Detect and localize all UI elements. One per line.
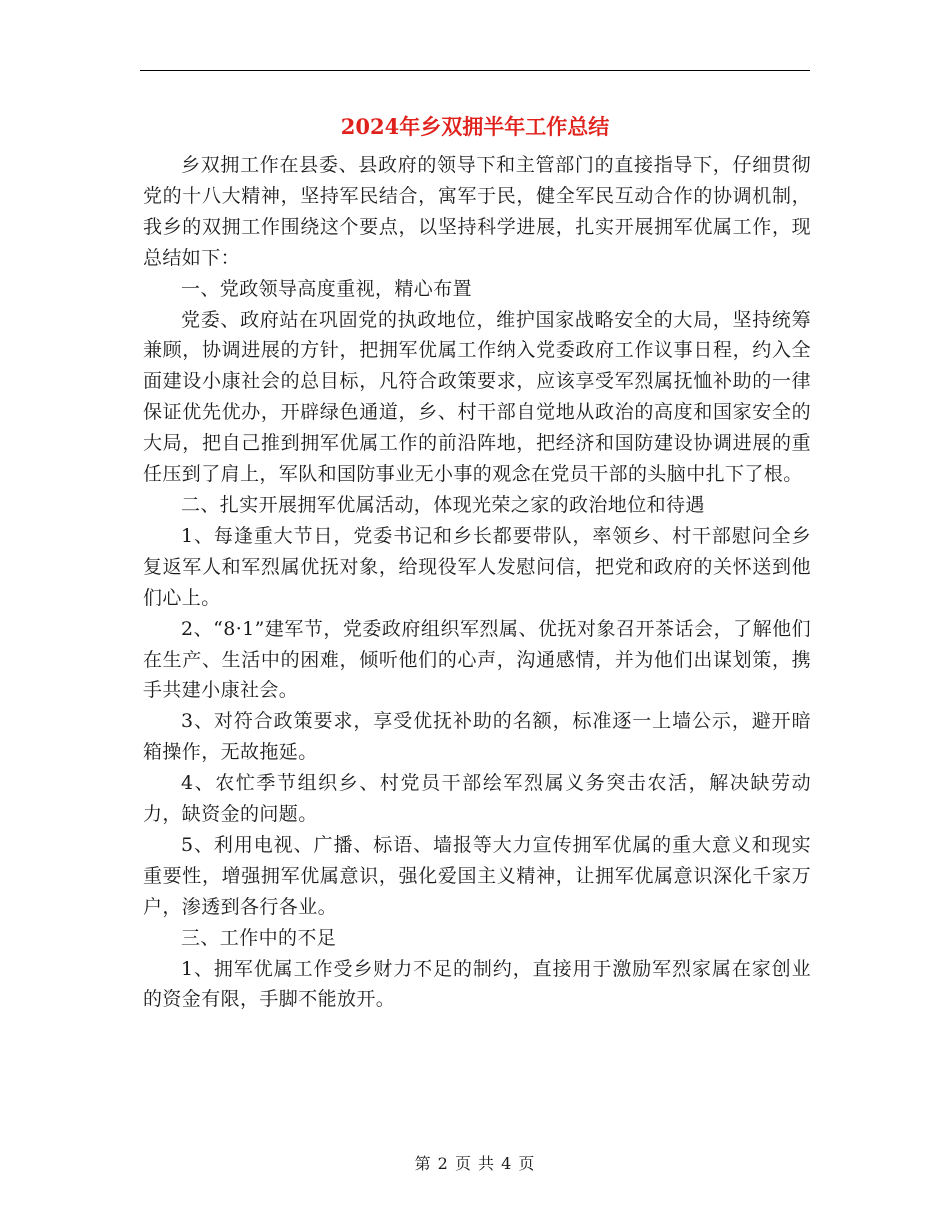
section-heading-2: 二、扎实开展拥军优属活动，体现光荣之家的政治地位和待遇 (181, 493, 705, 516)
document-title: 2024年乡双拥半年工作总结 (340, 114, 610, 139)
intro-paragraph: 乡双拥工作在县委、县政府的领导下和主管部门的直接指导下，仔细贯彻党的十八大精神，坚持军民结合，寓军于民，健全军民互动合作的协调机制，我乡的双拥工作围绕这个要点，以坚持科学进展，扎实开展拥军优属工作，现总结如下： (143, 154, 811, 269)
section-2-item-4: 4、农忙季节组织乡、村党员干部绘军烈属义务突击农活，解决缺劳动力，缺资金的问题。 (143, 772, 811, 826)
section-2-item-5: 5、利用电视、广播、标语、墙报等大力宣传拥军优属的重大意义和现实重要性，增强拥军优属意识，强化爱国主义精神，让拥军优属意识深化千家万户，渗透到各行各业。 (143, 833, 811, 918)
section-1-paragraph: 党委、政府站在巩固党的执政地位，维护国家战略安全的大局，坚持统筹兼顾，协调进展的方针，把拥军优属工作纳入党委政府工作议事日程，约入全面建设小康社会的总目标，凡符合政策要求，应该享受军烈属抚恤补助的一律保证优先优办，开辟绿色通道，乡、村干部自觉地从政治的高度和国家安全的大局，把自己推到拥军优属工作的前沿阵地，把经济和国防建设协调进展的重任压到了肩上，军队和国防事业无小事的观念在党员干部的头脑中扎下了根。 (143, 308, 811, 486)
page-number: 第 2 页 共 4 页 (414, 1154, 536, 1173)
section-3-item-1: 1、拥军优属工作受乡财力不足的制约，直接用于激励军烈家属在家创业的资金有限，手脚不能放开。 (143, 957, 811, 1011)
section-2-item-3: 3、对符合政策要求，享受优抚补助的名额，标准逐一上墙公示，避开暗箱操作，无故拖延。 (143, 710, 811, 764)
header-rule (140, 70, 810, 71)
section-heading-3: 三、工作中的不足 (181, 926, 337, 949)
section-heading-1: 一、党政领导高度重视，精心布置 (181, 277, 473, 300)
document-body (143, 150, 811, 1015)
section-2-item-1: 1、每逢重大节日，党委书记和乡长都要带队，率领乡、村干部慰问全乡复返军人和军烈属优抚对象，给现役军人发慰问信，把党和政府的关怀送到他们心上。 (143, 524, 811, 609)
section-2-item-2: 2、“8·1”建军节，党委政府组织军烈属、优抚对象召开茶话会，了解他们在生产、生活中的困难，倾听他们的心声，沟通感情，并为他们出谋划策，携手共建小康社会。 (143, 617, 811, 702)
